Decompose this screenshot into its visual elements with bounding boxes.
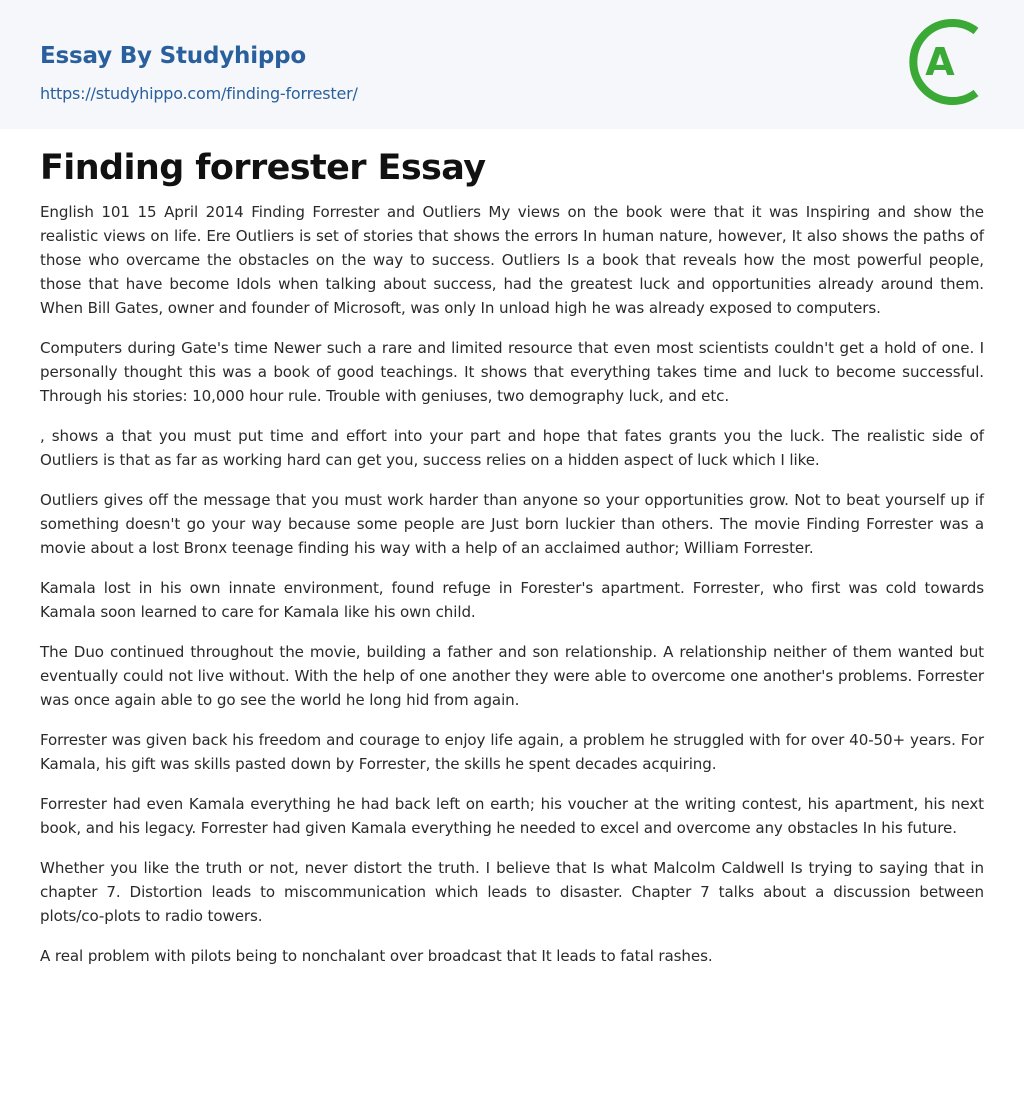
essay-paragraph: A real problem with pilots being to nonchalant over broadcast that It leads to fatal rashes. [40, 947, 713, 965]
essay-paragraph: Forrester had even Kamala everything he had back left on earth; his voucher at the writing contest, his apartment, his next book, and his legacy. Forrester had given Kamala everything he needed to excel and overcome any obstacles In his future. [40, 795, 984, 837]
essay-paragraph: , shows a that you must put time and effort into your part and hope that fates grants you the luck. The realistic side of Outliers is that as far as working hard can get you, success relies on a hidden aspect of luck which I like. [40, 427, 984, 469]
studyhippo-logo-icon[interactable] [904, 18, 992, 106]
page-title: Finding forrester Essay [40, 148, 486, 188]
essay-paragraph: Whether you like the truth or not, never distort the truth. I believe that Is what Malcolm Caldwell Is trying to saying that in chapter 7. Distortion leads to miscommunication which leads to disaster. Chapter 7 talks about a discussion between plots/co-plots to radio towers. [40, 859, 984, 925]
essay-paragraph: The Duo continued throughout the movie, building a father and son relationship. A relationship neither of them wanted but eventually could not live without. With the help of one another they were able to overcome one another's problems. Forrester was once again able to go see the world he long hid from again. [40, 643, 984, 709]
logo-letter: A [925, 40, 955, 84]
source-url-link[interactable]: https://studyhippo.com/finding-forrester/ [40, 84, 358, 103]
essay-paragraph: Computers during Gate's time Newer such a rare and limited resource that even most scientists couldn't get a hold of one. I personally thought this was a book of good teachings. It shows that everything takes time and luck to become successful. Through his stories: 10,000 hour rule. Trouble with geniuses, two demography luck, and etc. [40, 339, 984, 405]
site-title[interactable]: Essay By Studyhippo [40, 43, 307, 69]
essay-paragraph: Forrester was given back his freedom and courage to enjoy life again, a problem he struggled with for over 40-50+ years. For Kamala, his gift was skills pasted down by Forrester, the skills he spent decades acquiring. [40, 731, 984, 773]
essay-paragraph: Outliers gives off the message that you must work harder than anyone so your opportunities grow. Not to beat yourself up if something doesn't go your way because some people are Just born luckier than others. The movie Finding Forrester was a movie about a lost Bronx teenage finding his way with a help of an acclaimed author; William Forrester. [40, 491, 984, 557]
essay-paragraph: English 101 15 April 2014 Finding Forrester and Outliers My views on the book were that it was Inspiring and show the realistic views on life. Ere Outliers is set of stories that shows the errors In human nature, however, It also shows the paths of those who overcame the obstacles on the way to success. Outliers Is a book that reveals how the most powerful people, those that have become Idols when talking about success, had the greatest luck and opportunities already around them. When Bill Gates, owner and founder of Microsoft, was only In unload high he was already exposed to computers. [40, 203, 984, 317]
essay-body [40, 200, 984, 984]
essay-paragraph: Kamala lost in his own innate environment, found refuge in Forester's apartment. Forrester, who first was cold towards Kamala soon learned to care for Kamala like his own child. [40, 579, 984, 621]
